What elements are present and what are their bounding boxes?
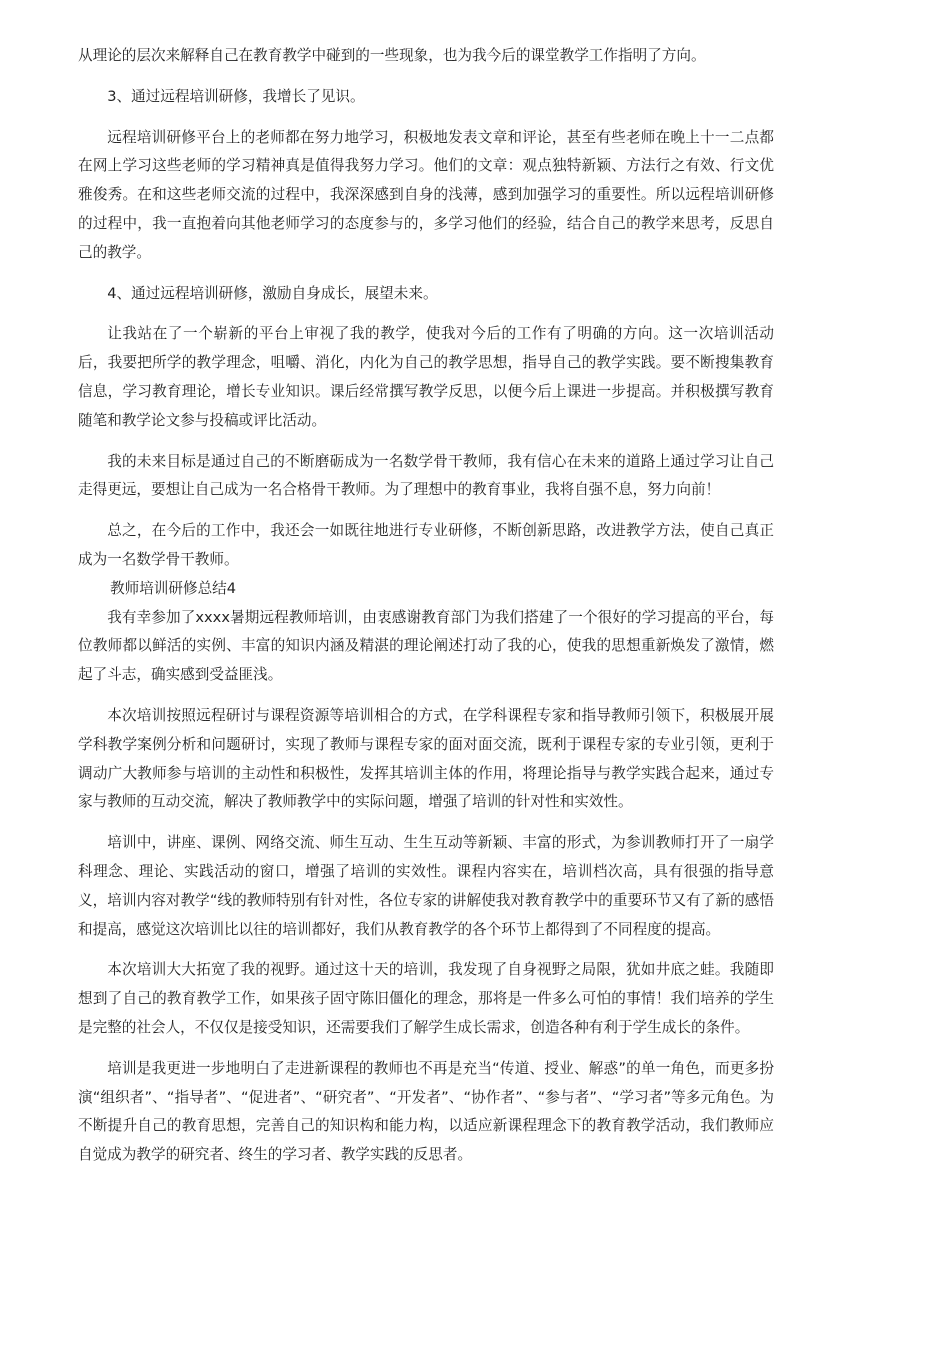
paragraph-future-goal: 我的未来目标是通过自己的不断磨砺成为一名数学骨干教师，我有信心在未来的道路上通过学习让自己走得更远，要想让自己成为一名合格骨干教师。为了理想中的教育事业，我将自强不息，努力向前！	[78, 452, 774, 499]
section-title: 教师培训研修总结4	[110, 579, 237, 597]
section-paragraph: 本次培训按照远程研讨与课程资源等培训相合的方式，在学科课程专家和指导教师引领下，积极展开展学科教学案例分析和问题研讨，实现了教师与课程专家的面对面交流，既利于课程专家的专业引领，更利于调动广大教师参与培训的主动性和积极性，发挥其培训主体的作用，将理论指导与教学实践合起来，通过专家与教师的互动交流，解决了教师教学中的实际问题，增强了培训的针对性和实效性。	[78, 706, 774, 811]
section-paragraph: 培训中，讲座、课例、网络交流、师生互动、生生互动等新颖、丰富的形式，为参训教师打开了一扇学科理念、理论、实践活动的窗口，增强了培训的实效性。课程内容实在，培训档次高，具有很强的指导意义，培训内容对教学“线的教师特别有针对性，各位专家的讲解使我对教育教学中的重要环节又有了新的感悟和提高，感觉这次培训比以往的培训都好，我们从教育教学的各个环节上都得到了不同程度的提高。	[78, 834, 774, 938]
section-paragraph: 我有幸参加了xxxx暑期远程教师培训，由衷感谢教育部门为我们搭建了一个很好的学习提高的平台，每位教师都以鲜活的实例、丰富的知识内涵及精湛的理论阐述打动了我的心，使我的思想重新焕发了激情，燃起了斗志，确实感到受益匪浅。	[78, 608, 774, 684]
section-paragraph: 培训是我更进一步地明白了走进新课程的教师也不再是充当“传道、授业、解惑”的单一角色，而更多扮演“组织者”、“指导者”、“促进者”、“研究者”、“开发者”、“协作者”、“参与者”、“学习者”等多元角色。为不断提升自己的教育思想，完善自己的知识构和能力构，以适应新课程理念下的教育教学活动，我们教师应自觉成为教学的研究者、终生的学习者、教学实践的反思者。	[78, 1059, 774, 1164]
section-paragraph: 本次培训大大拓宽了我的视野。通过这十天的培训，我发现了自身视野之局限，犹如井底之蛙。我随即想到了自己的教育教学工作，如果孩子固守陈旧僵化的理念，那将是一件多么可怕的事情！我们培养的学生是完整的社会人，不仅仅是接受知识，还需要我们了解学生成长需求，创造各种有利于学生成长的条件。	[78, 961, 774, 1036]
point-4-heading: 4、通过远程培训研修，激励自身成长，展望未来。	[107, 284, 438, 302]
paragraph-continuation: 从理论的层次来解释自己在教育教学中碰到的一些现象，也为我今后的课堂教学工作指明了方向。	[78, 47, 706, 64]
paragraph-conclusion: 总之，在今后的工作中，我还会一如既往地进行专业研修，不断创新思路，改进教学方法，使自己真正成为一名数学骨干教师。	[78, 522, 774, 568]
point-3-heading: 3、通过远程培训研修，我增长了见识。	[107, 87, 365, 105]
paragraph-new-platform: 让我站在了一个崭新的平台上审视了我的教学，使我对今后的工作有了明确的方向。这一次培训活动后，我要把所学的教学理念，咀嚼、消化，内化为自己的教学思想，指导自己的教学实践。要不断搜集教育信息，学习教育理论，增长专业知识。课后经常撰写教学反思，以便今后上课进一步提高。并积极撰写教育随笔和教学论文参与投稿或评比活动。	[78, 325, 774, 429]
document-page	[78, 42, 774, 1170]
paragraph-remote-training: 远程培训研修平台上的老师都在努力地学习，积极地发表文章和评论，甚至有些老师在晚上十一二点都在网上学习这些老师的学习精神真是值得我努力学习。他们的文章：观点独特新颖、方法行之有效、行文优雅俊秀。在和这些老师交流的过程中，我深深感到自身的浅薄，感到加强学习的重要性。所以远程培训研修的过程中，我一直抱着向其他老师学习的态度参与的，多学习他们的经验，结合自己的教学来思考，反思自己的教学。	[78, 128, 774, 261]
